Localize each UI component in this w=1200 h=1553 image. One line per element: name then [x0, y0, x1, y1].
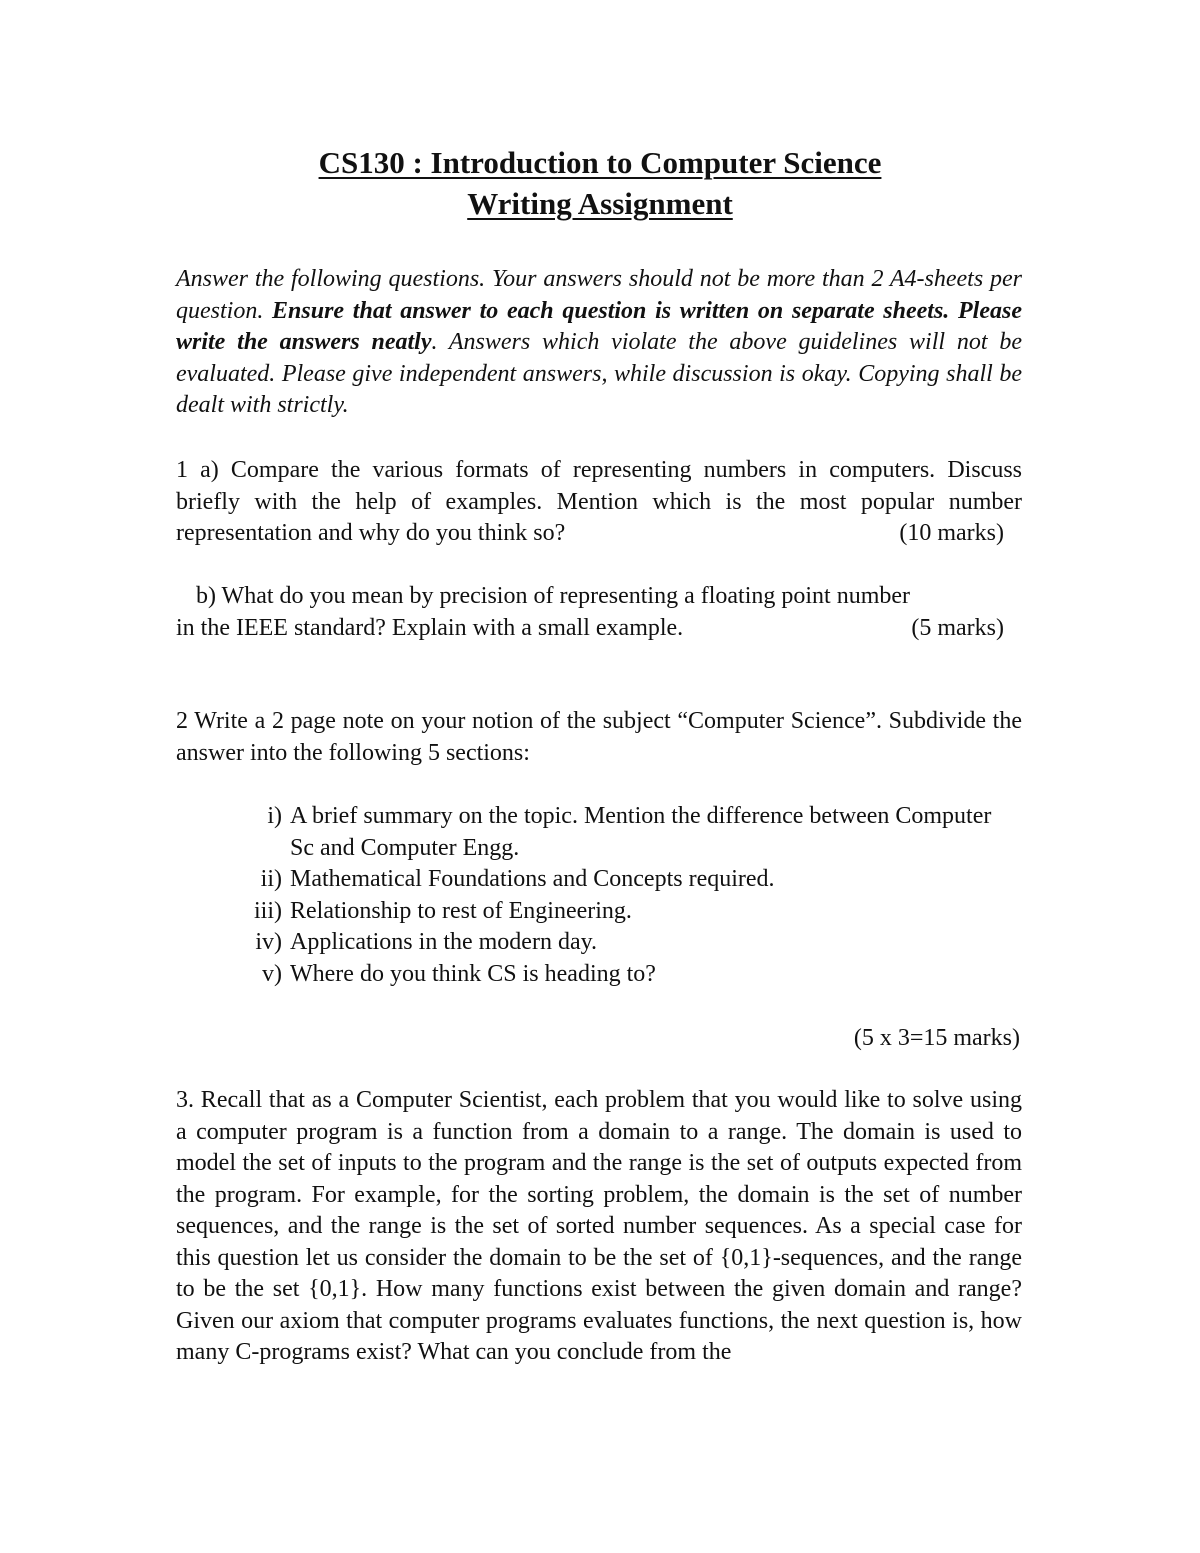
list-item — [230, 959, 1010, 991]
list-item-number: iv) — [255, 929, 282, 955]
question-2-marks: (5 x 3=15 marks) — [853, 1025, 1020, 1051]
list-item — [230, 864, 1010, 896]
list-item — [230, 927, 1010, 959]
question-1b-line1: b) What do you mean by precision of representing a floating point number — [196, 583, 911, 609]
list-item-text: A brief summary on the topic. Mention the difference between Computer Sc and Computer Engg. — [290, 803, 992, 861]
question-1b-line2-row — [176, 613, 1022, 645]
question-1b-marks: (5 marks) — [911, 614, 1004, 641]
question-1a: 1 a) Compare the various formats of representing numbers in computers. Discuss briefly with the help of examples. Mention which is the most popular number representation and why do you think so? (10 marks) — [176, 455, 1022, 550]
list-item-number: iii) — [254, 897, 282, 924]
list-item-number: ii) — [260, 866, 282, 892]
instructions-paragraph: Answer the following questions. Your answers should not be more than 2 A4-sheets per question. Ensure that answer to each question is written on separate sheets. Please write the answers neatly. Answers which violate the above guidelines will not be evaluated. Please give independent answers, while discussion is okay. Copying shall be dealt with strictly. — [176, 266, 1022, 418]
list-item-number: i) — [267, 803, 282, 829]
page-title: CS130 : Introduction to Computer Science — [318, 145, 882, 180]
question-1b — [176, 581, 1022, 644]
page-subtitle: Writing Assignment — [467, 186, 733, 221]
list-item-text: Relationship to rest of Engineering. — [290, 897, 632, 924]
list-item — [230, 896, 1010, 928]
list-item-text: Applications in the modern day. — [290, 929, 598, 955]
question-2: 2 Write a 2 page note on your notion of the subject “Computer Science”. Subdivide the answer into the following 5 sections: — [176, 708, 1022, 766]
list-item-text: Mathematical Foundations and Concepts required. — [290, 866, 775, 892]
question-2-sections-list — [230, 801, 1010, 990]
list-item — [230, 801, 1010, 864]
question-1a-marks: (10 marks) — [899, 520, 1004, 546]
instructions-emphasis: Ensure that answer to each question is written on separate sheets. Please write the answers neatly — [176, 297, 1022, 355]
question-1b-line2: in the IEEE standard? Explain with a small example. — [176, 614, 684, 641]
question-3: 3. Recall that as a Computer Scientist, each problem that you would like to solve using a computer program is a function from a domain to a range. The domain is used to model the set of inputs to the program and the range is the set of outputs expected from the program. For example, for the sorting problem, the domain is the set of number sequences, and the range is the set of sorted number sequences. As a special case for this question let us consider the domain to be the set of {0,1}-sequences, and the range to be the set {0,1}. How many functions exist between the given domain and range? Given our axiom that computer programs evaluates functions, the next question is, how many C-programs exist? What can you conclude from the — [176, 1087, 1022, 1365]
list-item-number: v) — [262, 960, 282, 987]
list-item-text: Where do you think CS is heading to? — [290, 960, 656, 987]
